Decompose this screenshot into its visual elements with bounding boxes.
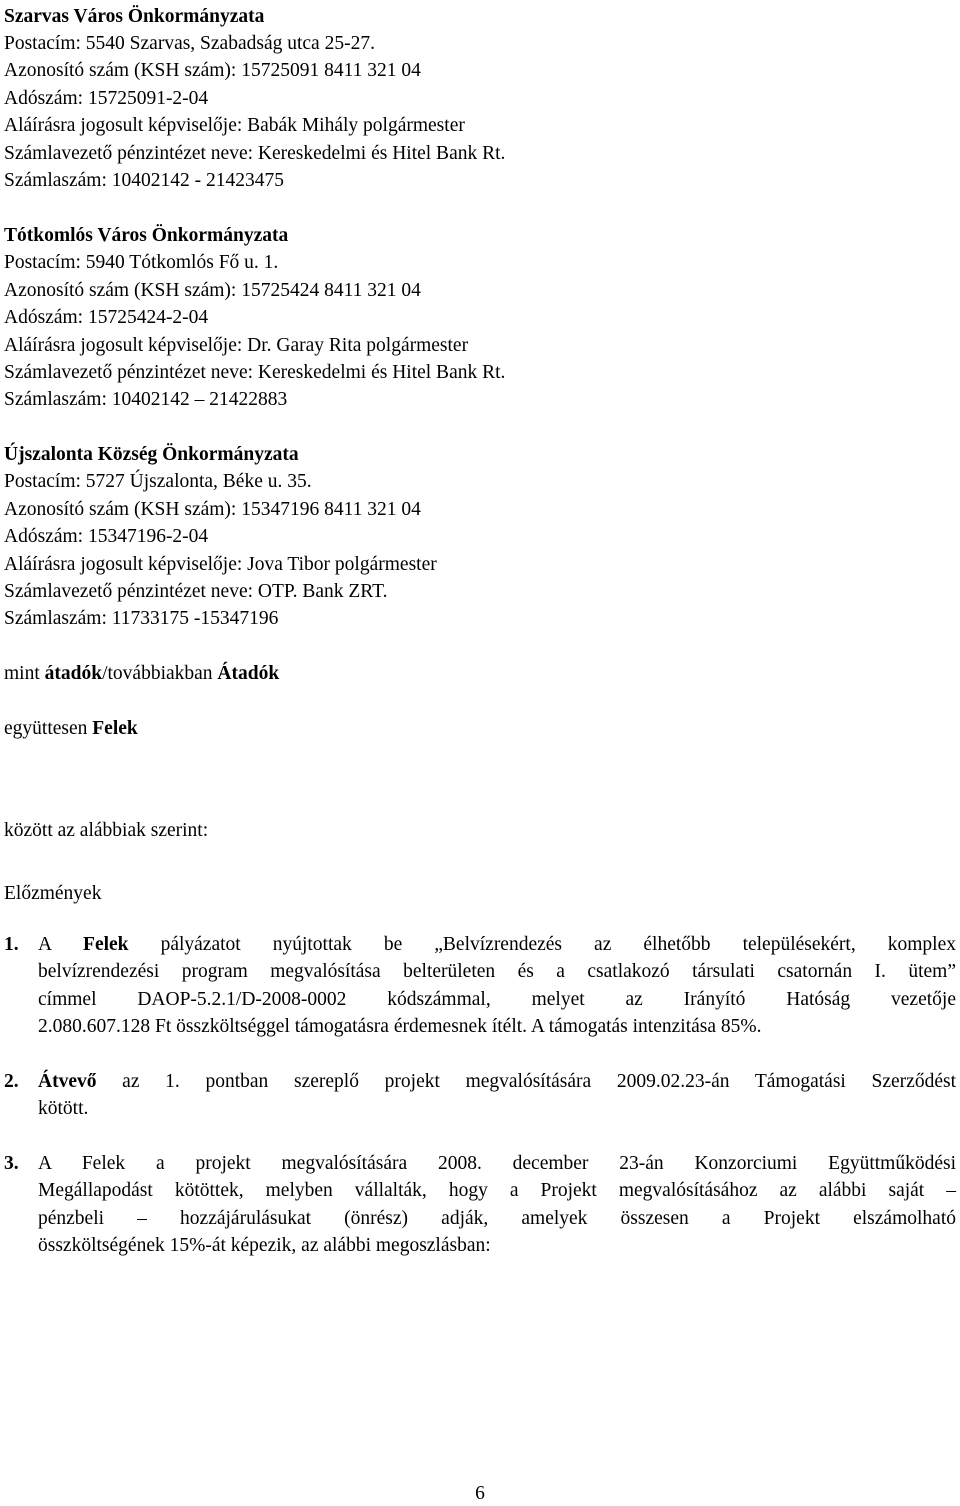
point-2-number: 2. — [4, 1071, 19, 1092]
role-line — [4, 662, 279, 686]
point-2-row-2: kötött. — [38, 1098, 89, 1119]
party-3-ksh: Azonosító szám (KSH szám): 15347196 8411 321 04 — [4, 499, 421, 520]
party-3-name: Újszalonta Község Önkormányzata — [4, 444, 299, 465]
party-2-account: Számlaszám: 10402142 – 21422883 — [4, 389, 288, 410]
party-1-bank: Számlavezető pénzintézet neve: Kereskedelmi és Hitel Bank Rt. — [4, 143, 506, 164]
role-prefix: mint — [4, 663, 45, 684]
party-1-tax: Adószám: 15725091-2-04 — [4, 88, 209, 109]
point-3-row-2: Megállapodást kötöttek, melyben vállalták, hogy a Projekt megvalósításához az alábbi saját – — [38, 1180, 956, 1201]
role-middle: /továbbiakban — [102, 663, 218, 684]
party-3-representative: Aláírásra jogosult képviselője: Jova Tibor polgármester — [4, 554, 437, 575]
point-2-post: az 1. pontban szereplő projekt megvalósítására 2009.02.23-án Támogatási Szerződést — [96, 1071, 956, 1092]
point-1-pre: A — [38, 934, 84, 955]
party-2-tax: Adószám: 15725424-2-04 — [4, 307, 209, 328]
point-1-bold: Felek — [83, 934, 129, 955]
together-prefix: együttesen — [4, 718, 93, 739]
party-2-bank: Számlavezető pénzintézet neve: Kereskedelmi és Hitel Bank Rt. — [4, 362, 506, 383]
party-3-address: Postacím: 5727 Újszalonta, Béke u. 35. — [4, 471, 312, 492]
point-1-row-2: belvízrendezési program megvalósítása belterületen és a csatlakozó társulati csatornán I. ütem” — [38, 961, 956, 982]
party-2-ksh: Azonosító szám (KSH szám): 15725424 8411 321 04 — [4, 280, 421, 301]
point-3-row-4: összköltségének 15%-át képezik, az alábbi megoszlásban: — [38, 1235, 491, 1256]
role-bold-1: átadók — [44, 663, 103, 684]
party-3-account: Számlaszám: 11733175 -15347196 — [4, 608, 279, 629]
party-3-bank: Számlavezető pénzintézet neve: OTP. Bank ZRT. — [4, 581, 388, 602]
role-bold-2: Átadók — [217, 663, 280, 684]
point-1-row-3: címmel DAOP-5.2.1/D-2008-0002 kódszámmal, melyet az Irányító Hatóság vezetője — [38, 989, 956, 1010]
party-1-address: Postacím: 5540 Szarvas, Szabadság utca 25-27. — [4, 33, 375, 54]
party-3-tax: Adószám: 15347196-2-04 — [4, 526, 209, 547]
party-1-representative: Aláírásra jogosult képviselője: Babák Mihály polgármester — [4, 115, 465, 136]
section-title: Előzmények — [4, 883, 102, 904]
party-2-name: Tótkomlós Város Önkormányzata — [4, 225, 289, 246]
party-1-ksh: Azonosító szám (KSH szám): 15725091 8411 321 04 — [4, 60, 421, 81]
point-3-row-3: pénzbeli – hozzájárulásukat (önrész) adják, amelyek összesen a Projekt elszámolható — [38, 1208, 956, 1229]
page-number: 6 — [475, 1483, 485, 1504]
point-2-bold: Átvevő — [38, 1071, 97, 1092]
point-3-number: 3. — [4, 1153, 19, 1174]
point-3-row-1: A Felek a projekt megvalósítására 2008. december 23-án Konzorciumi Együttműködési — [38, 1153, 956, 1174]
together-bold: Felek — [92, 718, 138, 739]
party-2-address: Postacím: 5940 Tótkomlós Fő u. 1. — [4, 252, 279, 273]
party-2-representative: Aláírásra jogosult képviselője: Dr. Garay Rita polgármester — [4, 335, 469, 356]
point-2-row-1 — [38, 1070, 956, 1094]
point-1-post: pályázatot nyújtottak be „Belvízrendezés az élhetőbb településekért, komplex — [128, 934, 956, 955]
point-1-number: 1. — [4, 934, 19, 955]
point-1-row-1 — [38, 933, 956, 957]
between-line: között az alábbiak szerint: — [4, 820, 209, 841]
party-1-name: Szarvas Város Önkormányzata — [4, 6, 265, 27]
party-1-account: Számlaszám: 10402142 - 21423475 — [4, 170, 284, 191]
point-1-row-4: 2.080.607.128 Ft összköltséggel támogatásra érdemesnek ítélt. A támogatás intenzitása 85%. — [38, 1016, 762, 1037]
together-line — [4, 717, 138, 741]
